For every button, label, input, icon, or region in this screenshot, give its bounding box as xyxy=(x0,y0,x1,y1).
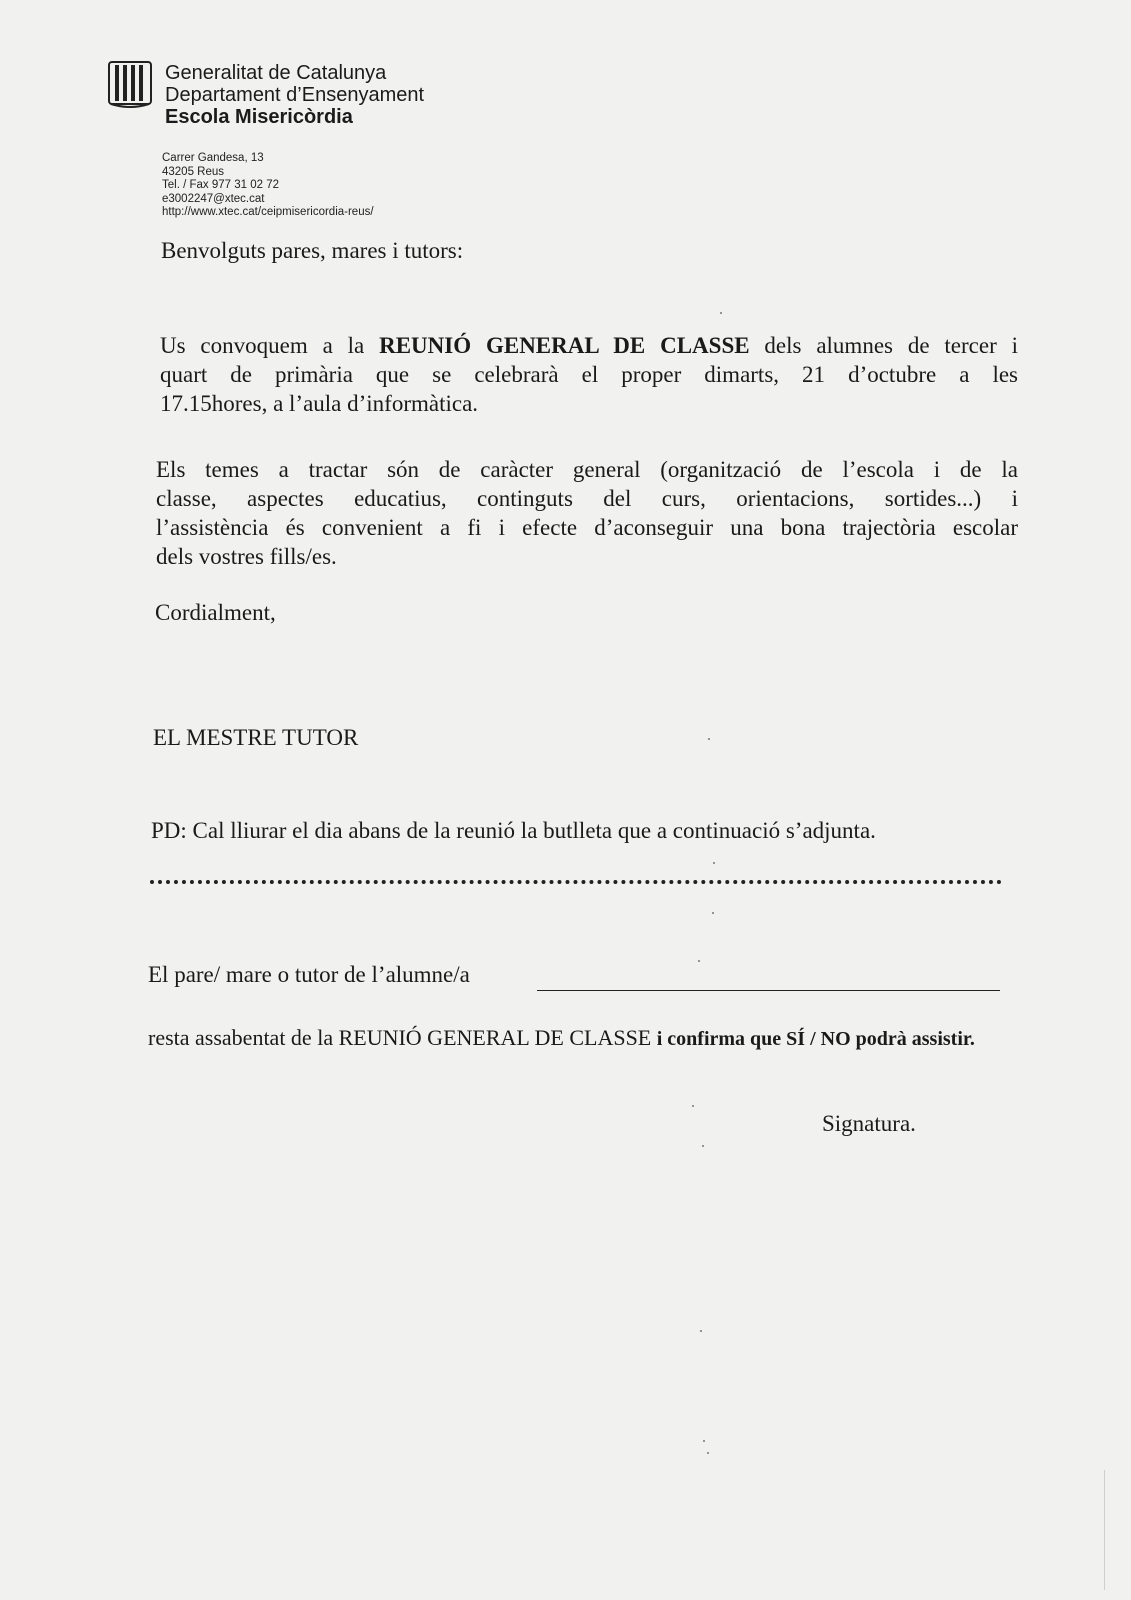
scan-speck xyxy=(700,1330,702,1332)
convocation-line-3: 17.15hores, a l’aula d’informàtica. xyxy=(160,391,479,416)
address-city: 43205 Reus xyxy=(162,165,225,178)
scan-speck xyxy=(708,738,710,740)
topics-line-1: Els temes a tractar són de caràcter general (organització de l’escola i de la xyxy=(156,457,1018,482)
org-line-1: Generalitat de Catalunya xyxy=(165,62,387,84)
organization-block xyxy=(165,62,424,128)
confirmation-bold: i confirma que SÍ / NO podrà assistir. xyxy=(656,1028,975,1050)
scan-speck xyxy=(720,312,722,314)
generalitat-logo-icon xyxy=(108,60,152,108)
org-line-2: Departament d’Ensenyament xyxy=(165,84,425,106)
topics-line-4: dels vostres fills/es. xyxy=(156,544,337,569)
scan-speck xyxy=(702,1145,704,1147)
convocation-line-2: quart de primària que se celebrarà el proper dimarts, 21 d’octubre a les xyxy=(160,362,1018,387)
closing: Cordialment, xyxy=(155,600,276,625)
meeting-title: REUNIÓ GENERAL DE CLASSE xyxy=(379,333,750,358)
convocation-rest: dels alumnes de tercer i xyxy=(749,333,1018,358)
address-website: http://www.xtec.cat/ceipmisericordia-reus/ xyxy=(162,206,374,218)
address-phone: Tel. / Fax 977 31 02 72 xyxy=(162,179,279,191)
signature-label: Signatura. xyxy=(822,1111,916,1136)
convocation-line-1 xyxy=(160,331,1018,360)
convocation-pre: Us convoquem a la xyxy=(160,333,380,358)
address-street: Carrer Gandesa, 13 xyxy=(162,152,264,164)
scan-speck xyxy=(703,1440,705,1442)
student-name-blank[interactable] xyxy=(537,990,1000,991)
scan-speck xyxy=(713,862,715,864)
address-block xyxy=(162,152,374,220)
scan-speck xyxy=(712,912,714,914)
school-name: Escola Misericòrdia xyxy=(165,106,353,128)
scan-speck xyxy=(692,1105,694,1107)
signer-title: EL MESTRE TUTOR xyxy=(153,725,359,750)
confirmation-pre: resta assabentat de la REUNIÓ GENERAL DE CLASSE xyxy=(148,1025,657,1050)
greeting: Benvolguts pares, mares i tutors: xyxy=(161,238,464,263)
cut-line xyxy=(150,880,1002,884)
scan-edge xyxy=(1104,1470,1105,1590)
address-email: e3002247@xtec.cat xyxy=(162,192,265,205)
paragraph-convocation xyxy=(160,331,1018,418)
scan-speck xyxy=(707,1452,709,1454)
paragraph-topics xyxy=(156,455,1018,571)
topics-line-2: classe, aspectes educatius, continguts del curs, orientacions, sortides...) i xyxy=(156,486,1018,511)
topics-line-3: l’assistència és convenient a fi i efecte d’aconseguir una bona trajectòria escolar xyxy=(156,515,1018,540)
scan-speck xyxy=(698,960,700,962)
parent-label: El pare/ mare o tutor de l’alumne/a xyxy=(148,962,470,987)
confirmation-text xyxy=(148,1024,1006,1053)
postscript: PD: Cal lliurar el dia abans de la reunió la butlleta que a continuació s’adjunta. xyxy=(151,818,876,843)
